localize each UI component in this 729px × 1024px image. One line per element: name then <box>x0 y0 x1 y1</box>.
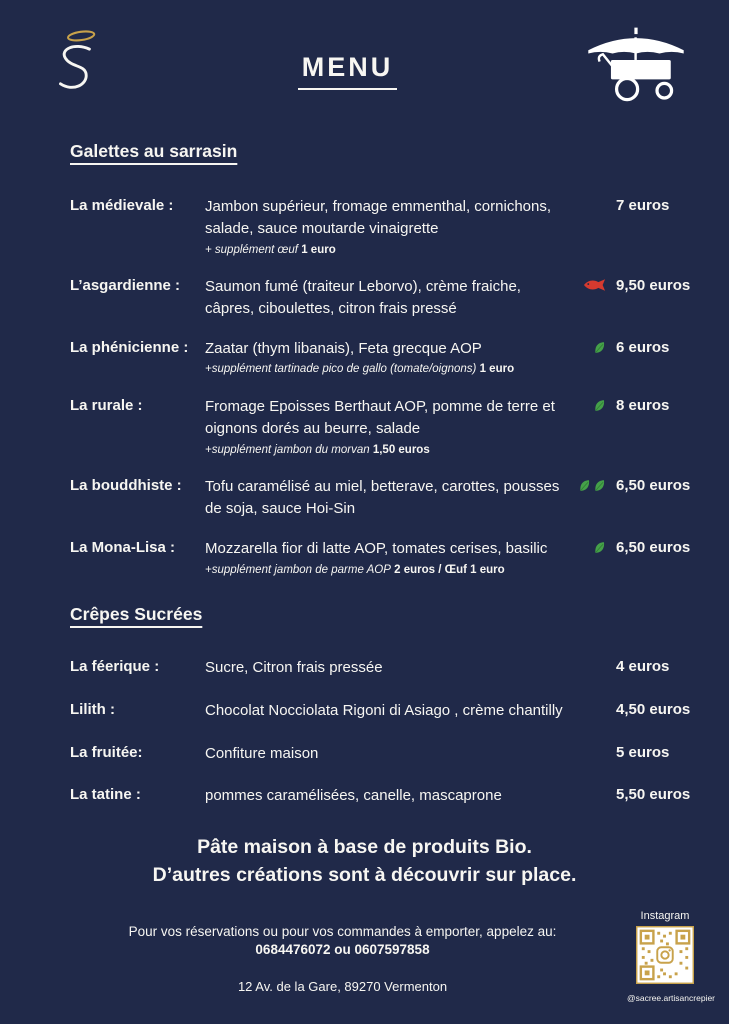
address-text: 12 Av. de la Gare, 89270 Vermenton <box>237 978 448 994</box>
item-name: La tatine : <box>70 786 141 804</box>
menu-item-lilith <box>70 700 701 722</box>
item-supplement: +supplément tartinade pico de gallo (tomate/oignons) 1 euro <box>205 363 515 376</box>
item-supplement: +supplément jambon de parme AOP 2 euros / Œuf 1 euro <box>205 563 505 576</box>
item-name: Lilith : <box>70 700 115 718</box>
section-sucrees <box>0 604 729 807</box>
item-description: Zaatar (thym libanais), Feta grecque AOP <box>205 339 482 357</box>
item-supplement: +supplément jambon du morvan 1,50 euros <box>205 443 430 456</box>
leaf-icon <box>578 479 591 492</box>
item-price: 6,50 euros <box>616 538 691 556</box>
section-heading-galettes: Galettes au sarrasin <box>70 141 238 161</box>
section-heading-sucrees: Crêpes Sucrées <box>70 604 203 625</box>
leaf-icon <box>593 399 606 412</box>
menu-item-tatine <box>70 785 701 807</box>
item-description: Jambon supérieur, fromage emmenthal, cornichons, salade, sauce moutarde vinaigrette <box>205 198 552 237</box>
brand-logo <box>48 26 118 107</box>
item-name: La Mona-Lisa : <box>70 538 176 556</box>
reservation-text: Pour vos réservations ou pour vos commandes à emporter, appelez au: <box>128 923 557 939</box>
instagram-label: Instagram <box>640 909 690 922</box>
item-price: 6,50 euros <box>616 477 691 495</box>
item-description: Saumon fumé (traiteur Leborvo), crème fraiche, câpres, ciboulettes, citron frais pressé <box>205 278 521 317</box>
bio-note <box>0 833 729 890</box>
menu-item-bouddhiste <box>70 476 701 520</box>
item-description: Mozzarella fior di latte AOP, tomates cerises, basilic <box>205 539 548 557</box>
item-price: 8 euros <box>616 397 670 415</box>
leaf-icon <box>593 541 606 554</box>
item-price: 5,50 euros <box>616 786 691 804</box>
item-name: La fruitée: <box>70 743 143 761</box>
instagram-qr-code <box>636 926 694 984</box>
fish-icon <box>583 279 606 291</box>
instagram-block <box>627 909 715 1003</box>
crepe-cart-illustration <box>577 26 689 107</box>
item-price: 5 euros <box>616 743 670 761</box>
menu-item-feerique <box>70 657 701 679</box>
item-name: La rurale : <box>70 397 143 415</box>
item-description: Confiture maison <box>205 744 319 762</box>
item-name: La féerique : <box>70 658 160 676</box>
item-description: Sucre, Citron frais pressée <box>205 659 383 677</box>
item-name: La bouddhiste : <box>70 477 182 495</box>
menu-item-mona-lisa <box>70 538 701 578</box>
crepe-cart-icon <box>583 26 689 102</box>
item-price: 4,50 euros <box>616 700 691 718</box>
menu-item-medievale <box>70 196 701 258</box>
item-description: Chocolat Nocciolata Rigoni di Asiago , crème chantilly <box>205 701 563 719</box>
item-description: pommes caramélisées, canelle, mascaprone <box>205 787 502 805</box>
leaf-icon <box>593 341 606 354</box>
item-description: Fromage Epoisses Berthaut AOP, pomme de terre et oignons dorés au beurre, salade <box>205 398 555 437</box>
menu-item-fruitee <box>70 743 701 765</box>
halo-s-logo-icon <box>48 26 106 102</box>
item-name: La phénicienne : <box>70 338 189 356</box>
item-price: 9,50 euros <box>616 277 691 295</box>
instagram-handle: @sacree.artisancrepier <box>627 992 715 1003</box>
section-galettes <box>0 141 729 578</box>
menu-item-phenicienne <box>70 338 701 378</box>
bio-note-line2: D’autres créations sont à découvrir sur place. <box>152 864 577 887</box>
item-price: 7 euros <box>616 197 670 214</box>
bio-note-line1: Pâte maison à base de produits Bio. <box>197 836 532 859</box>
phone-numbers: 0684476072 ou 0607597858 <box>255 941 430 957</box>
item-description: Tofu caramélisé au miel, betterave, carottes, pousses de soja, sauce Hoi-Sin <box>205 478 560 518</box>
leaf-icon <box>593 479 606 492</box>
header <box>0 0 729 107</box>
item-supplement: + supplément œuf 1 euro <box>205 243 336 256</box>
footer <box>0 909 729 1003</box>
item-price: 4 euros <box>616 658 670 676</box>
menu-item-asgardienne <box>70 276 701 320</box>
item-price: 6 euros <box>616 338 670 356</box>
menu-title: MENU <box>298 52 398 90</box>
page-title <box>118 26 577 90</box>
menu-item-rurale <box>70 396 701 458</box>
item-name: L’asgardienne : <box>70 277 181 295</box>
item-name: La médievale : <box>70 197 174 214</box>
